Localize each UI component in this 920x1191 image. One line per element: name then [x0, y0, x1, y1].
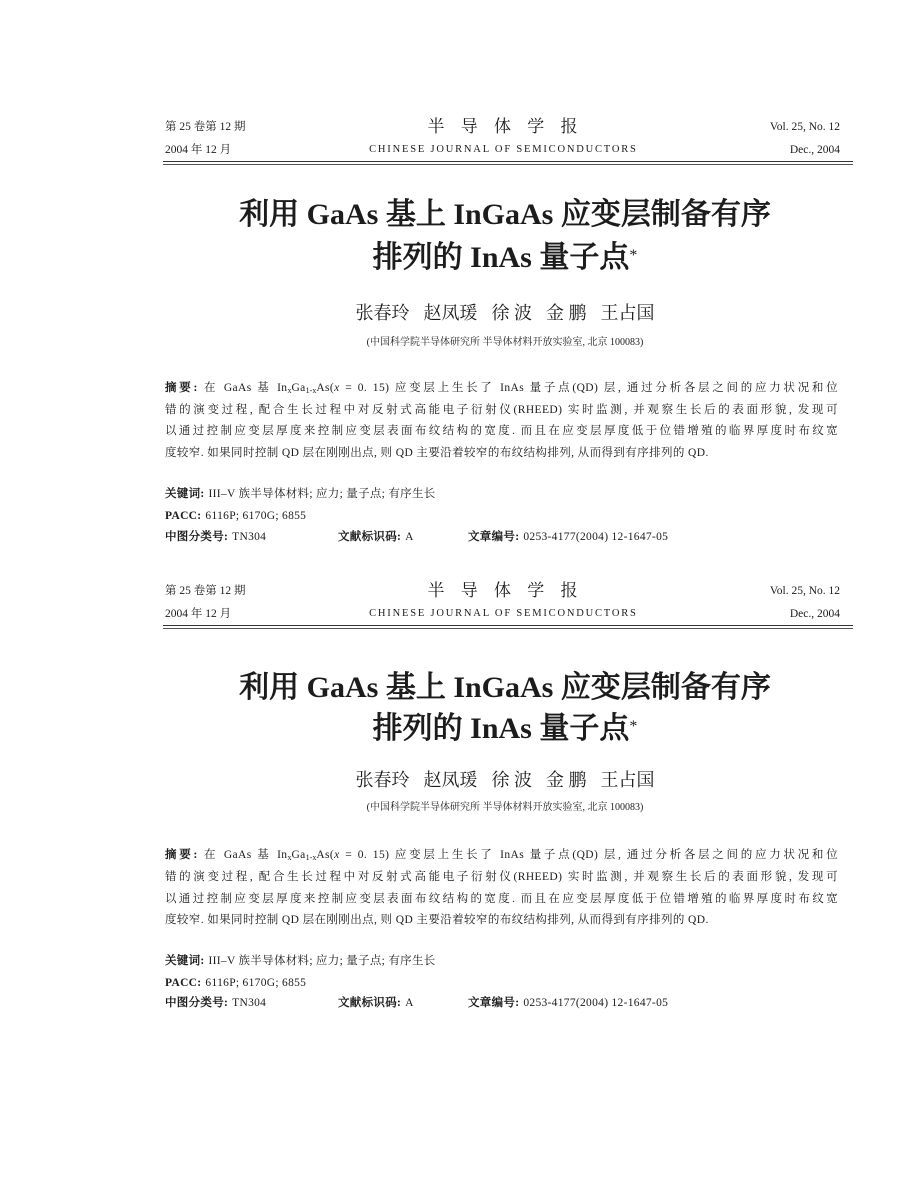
abstract-line-3: 以通过控制应变层厚度来控制应变层表面布纹结构的宽度. 而且在应变层厚度低于位错增殖的临界厚度时布纹宽: [165, 425, 838, 437]
abstract-label: 摘要:: [165, 382, 198, 394]
author-list: [165, 301, 845, 325]
subscript-x: x: [287, 386, 292, 395]
journal-name-en: CHINESE JOURNAL OF SEMICONDUCTORS: [369, 608, 638, 619]
date-cn: 2004 年 12 月: [165, 608, 232, 620]
pacc-line: [165, 506, 306, 526]
volume-issue-en: Vol. 25, No. 12: [769, 121, 840, 133]
title-footnote-mark: *: [629, 247, 638, 264]
article-number: [468, 527, 668, 547]
author-affiliation: (中国科学院半导体研究所 半导体材料开放实验室, 北京 100083): [366, 337, 644, 348]
abstract-text: = 0. 15) 应变层上生长了 InAs 量子点(QD) 层, 通过分析各层之间的应力状况和位: [339, 382, 839, 394]
subscript-1-x: 1-x: [305, 853, 317, 862]
abstract-line-1: [165, 845, 838, 868]
author-name: 徐 波: [491, 303, 532, 323]
journal-name-en: CHINESE JOURNAL OF SEMICONDUCTORS: [369, 144, 638, 155]
document-code: [338, 527, 414, 547]
abstract-text: 在 GaAs 基 In: [201, 849, 288, 861]
volume-issue-en: Vol. 25, No. 12: [769, 585, 840, 597]
article-title-line-2-text: 排列的 InAs 量子点: [372, 241, 630, 274]
author-name: 赵凤瑗: [423, 770, 478, 790]
abstract-text: As(: [316, 382, 335, 394]
abstract-line-4: 度较窄. 如果同时控制 QD 层在刚刚出点, 则 QD 主要沿着较窄的布纹结构排列, 从而得到有序排列的 QD.: [165, 914, 709, 926]
abstract-text: = 0. 15) 应变层上生长了 InAs 量子点(QD) 层, 通过分析各层之间的应力状况和位: [339, 849, 839, 861]
keywords-text: III–V 族半导体材料; 应力; 量子点; 有序生长: [208, 955, 436, 967]
document-code: [338, 993, 414, 1013]
abstract-text: Ga: [291, 382, 306, 394]
volume-issue-cn: 第 25 卷第 12 期: [165, 121, 246, 133]
date-cn: 2004 年 12 月: [165, 144, 232, 156]
variable-x: x: [334, 382, 340, 394]
article-title-line-2: [165, 710, 845, 748]
variable-x: x: [334, 849, 340, 861]
author-affiliation: (中国科学院半导体研究所 半导体材料开放实验室, 北京 100083): [366, 802, 644, 813]
journal-subheader-row: [165, 142, 840, 158]
abstract-text: As(: [316, 849, 335, 861]
article-number-value: 0253-4177(2004) 12-1647-05: [523, 997, 669, 1009]
author-name: 张春玲: [355, 770, 410, 790]
document-code-value: A: [405, 997, 414, 1009]
author-name: 赵凤瑗: [423, 303, 478, 323]
title-footnote-mark: *: [629, 718, 638, 735]
journal-header-row: [165, 118, 840, 136]
abstract-label: 摘要:: [165, 849, 198, 861]
keywords-label: 关键词:: [165, 488, 205, 500]
subscript-1-x: 1-x: [305, 386, 317, 395]
classification-value: TN304: [232, 531, 267, 543]
pacc-line: [165, 973, 306, 993]
pacc-label: PACC:: [165, 977, 202, 989]
article-title-line-1: 利用 GaAs 基上 InGaAs 应变层制备有序: [239, 671, 771, 704]
header-double-rule: [163, 625, 853, 629]
author-name: 金 鹏: [546, 770, 587, 790]
author-name: 徐 波: [491, 770, 532, 790]
author-list: [165, 768, 845, 792]
document-code-label: 文献标识码:: [338, 531, 402, 543]
subscript-x: x: [287, 853, 292, 862]
author-name: 王占国: [600, 303, 655, 323]
date-en: Dec., 2004: [789, 144, 840, 156]
author-name: 金 鹏: [546, 303, 587, 323]
abstract-line-1: [165, 378, 838, 401]
header-double-rule: [163, 161, 853, 165]
volume-issue-cn: 第 25 卷第 12 期: [165, 585, 246, 597]
article-number: [468, 993, 668, 1013]
classification-value: TN304: [232, 997, 267, 1009]
document-code-label: 文献标识码:: [338, 997, 402, 1009]
classification-number: [165, 527, 266, 547]
date-en: Dec., 2004: [789, 608, 840, 620]
keywords-label: 关键词:: [165, 955, 205, 967]
article-number-label: 文章编号:: [468, 997, 520, 1009]
abstract-line-4: 度较窄. 如果同时控制 QD 层在刚刚出点, 则 QD 主要沿着较窄的布纹结构排列, 从而得到有序排列的 QD.: [165, 447, 709, 459]
document-code-value: A: [405, 531, 414, 543]
pacc-codes: 6116P; 6170G; 6855: [205, 977, 307, 989]
keywords-text: III–V 族半导体材料; 应力; 量子点; 有序生长: [208, 488, 436, 500]
article-number-label: 文章编号:: [468, 531, 520, 543]
author-name: 王占国: [600, 770, 655, 790]
journal-subheader-row: [165, 606, 840, 622]
article-title-line-1: 利用 GaAs 基上 InGaAs 应变层制备有序: [239, 198, 771, 231]
journal-name-cn: 半 导 体 学 报: [427, 117, 584, 136]
journal-header-row: [165, 582, 840, 600]
journal-name-cn: 半 导 体 学 报: [427, 581, 584, 600]
abstract-line-2: 错的演变过程, 配合生长过程中对反射式高能电子衍射仪(RHEED) 实时监测, 并观察生长后的表面形貌, 发现可: [165, 871, 838, 883]
classification-label: 中图分类号:: [165, 531, 229, 543]
classification-label: 中图分类号:: [165, 997, 229, 1009]
pacc-label: PACC:: [165, 510, 202, 522]
abstract-text: Ga: [291, 849, 306, 861]
keywords-line: [165, 951, 436, 971]
pacc-codes: 6116P; 6170G; 6855: [205, 510, 307, 522]
author-name: 张春玲: [355, 303, 410, 323]
article-title-line-2: [165, 239, 845, 277]
keywords-line: [165, 484, 436, 504]
abstract-line-2: 错的演变过程, 配合生长过程中对反射式高能电子衍射仪(RHEED) 实时监测, 并观察生长后的表面形貌, 发现可: [165, 404, 838, 416]
abstract-text: 在 GaAs 基 In: [201, 382, 288, 394]
abstract-line-3: 以通过控制应变层厚度来控制应变层表面布纹结构的宽度. 而且在应变层厚度低于位错增殖的临界厚度时布纹宽: [165, 893, 838, 905]
article-title-line-2-text: 排列的 InAs 量子点: [372, 712, 630, 745]
article-number-value: 0253-4177(2004) 12-1647-05: [523, 531, 669, 543]
classification-number: [165, 993, 266, 1013]
